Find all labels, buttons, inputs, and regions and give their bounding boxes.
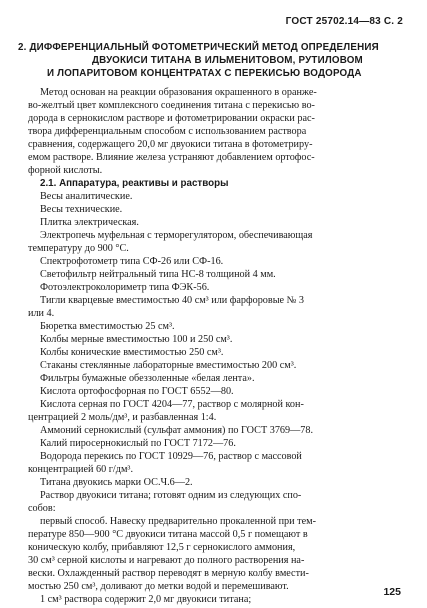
text-line: Плитка электрическая. (40, 217, 139, 228)
text-line: Спектрофотометр типа СФ-26 или СФ-16. (40, 256, 224, 267)
text-line: емом растворе. Влияние железа устраняют добавлением ортофос- (28, 152, 315, 163)
text-line: коническую колбу, прибавляют 12,5 г сернокислого аммония, (28, 542, 296, 553)
text-line: Кислота ортофосфорная по ГОСТ 6552—80. (40, 386, 234, 397)
text-line: Стаканы стеклянные лабораторные вместимостью 200 см³. (40, 360, 297, 371)
text-line: концентрацией 60 г/дм³. (28, 464, 133, 475)
text-line: пературе 850—900 °С двуокиси титана массой 0,5 г помещают в (28, 529, 308, 540)
text-line: 30 см³ серной кислоты и нагревают до полного растворения на- (28, 555, 305, 566)
text-line: Титана двуокись марки ОС.Ч.6—2. (40, 477, 193, 488)
text-line: Колбы мерные вместимостью 100 и 250 см³. (40, 334, 233, 345)
text-line: Весы технические. (40, 204, 123, 215)
text-line: Метод основан на реакции образования окрашенного в оранже- (40, 87, 317, 98)
text-line: собов: (28, 503, 56, 514)
text-line: Светофильтр нейтральный типа НС-8 толщиной 4 мм. (40, 269, 276, 280)
title-line: И ЛОПАРИТОВОМ КОНЦЕНТРАТАХ С ПЕРЕКИСЬЮ ВОДОРОДА (47, 68, 362, 79)
title-line: ДВУОКИСИ ТИТАНА В ИЛЬМЕНИТОВОМ, РУТИЛОВОМ (92, 55, 363, 66)
text-line: Фильтры бумажные обеззоленные «белая лента». (40, 373, 255, 384)
text-line: Весы аналитические. (40, 191, 133, 202)
text-line: Электропечь муфельная с терморегулятором, обеспечивающая (40, 230, 313, 241)
text-line: вески. Охлажденный раствор переводят в мерную колбу вмести- (28, 568, 309, 579)
text-line: твора дифференциальным способом с использованием раствора (28, 126, 307, 137)
text-line: Водорода перекись по ГОСТ 10929—76, раствор с массовой (40, 451, 302, 462)
text-line: или 4. (28, 308, 55, 319)
title-line: 2. ДИФФЕРЕНЦИАЛЬНЫЙ ФОТОМЕТРИЧЕСКИЙ МЕТОД ОПРЕДЕЛЕНИЯ (18, 42, 379, 53)
text-line: дорода в сернокислом растворе и фотометрировании окраски рас- (28, 113, 315, 124)
page-number: 125 (383, 586, 401, 598)
text-line: Бюретка вместимостью 25 см³. (40, 321, 175, 332)
text-line: температуру до 900 °С. (28, 243, 129, 254)
page-header: ГОСТ 25702.14—83 С. 2 (285, 16, 403, 27)
text-line: Колбы конические вместимостью 250 см³. (40, 347, 224, 358)
subsection-heading: 2.1. Аппаратура, реактивы и растворы (40, 178, 229, 189)
text-line: центрацией 2 моль/дм³, и разбавленная 1:4. (28, 412, 217, 423)
text-line: во-желтый цвет комплексного соединения титана с перекисью во- (28, 100, 315, 111)
text-line: Кислота серная по ГОСТ 4204—77, раствор с молярной кон- (40, 399, 304, 410)
text-line: Аммоний сернокислый (сульфат аммония) по ГОСТ 3769—78. (40, 425, 314, 436)
text-line: Тигли кварцевые вместимостью 40 см³ или фарфоровые № 3 (40, 295, 304, 306)
text-line: сравнения, содержащего 20,0 мг двуокиси титана в фотометриру- (28, 139, 313, 150)
text-line: форной кислоты. (28, 165, 103, 176)
text-line: Калий пиросернокислый по ГОСТ 7172—76. (40, 438, 236, 449)
text-line: 1 см³ раствора содержит 2,0 мг двуокиси титана; (40, 594, 252, 605)
text-line: первый способ. Навеску предварительно прокаленной при тем- (40, 516, 316, 527)
text-line: Раствор двуокиси титана; готовят одним из следующих спо- (40, 490, 302, 501)
text-line: Фотоэлектроколориметр типа ФЭК-56. (40, 282, 210, 293)
text-line: мостью 250 см³, доливают до метки водой и перемешивают. (28, 581, 289, 592)
